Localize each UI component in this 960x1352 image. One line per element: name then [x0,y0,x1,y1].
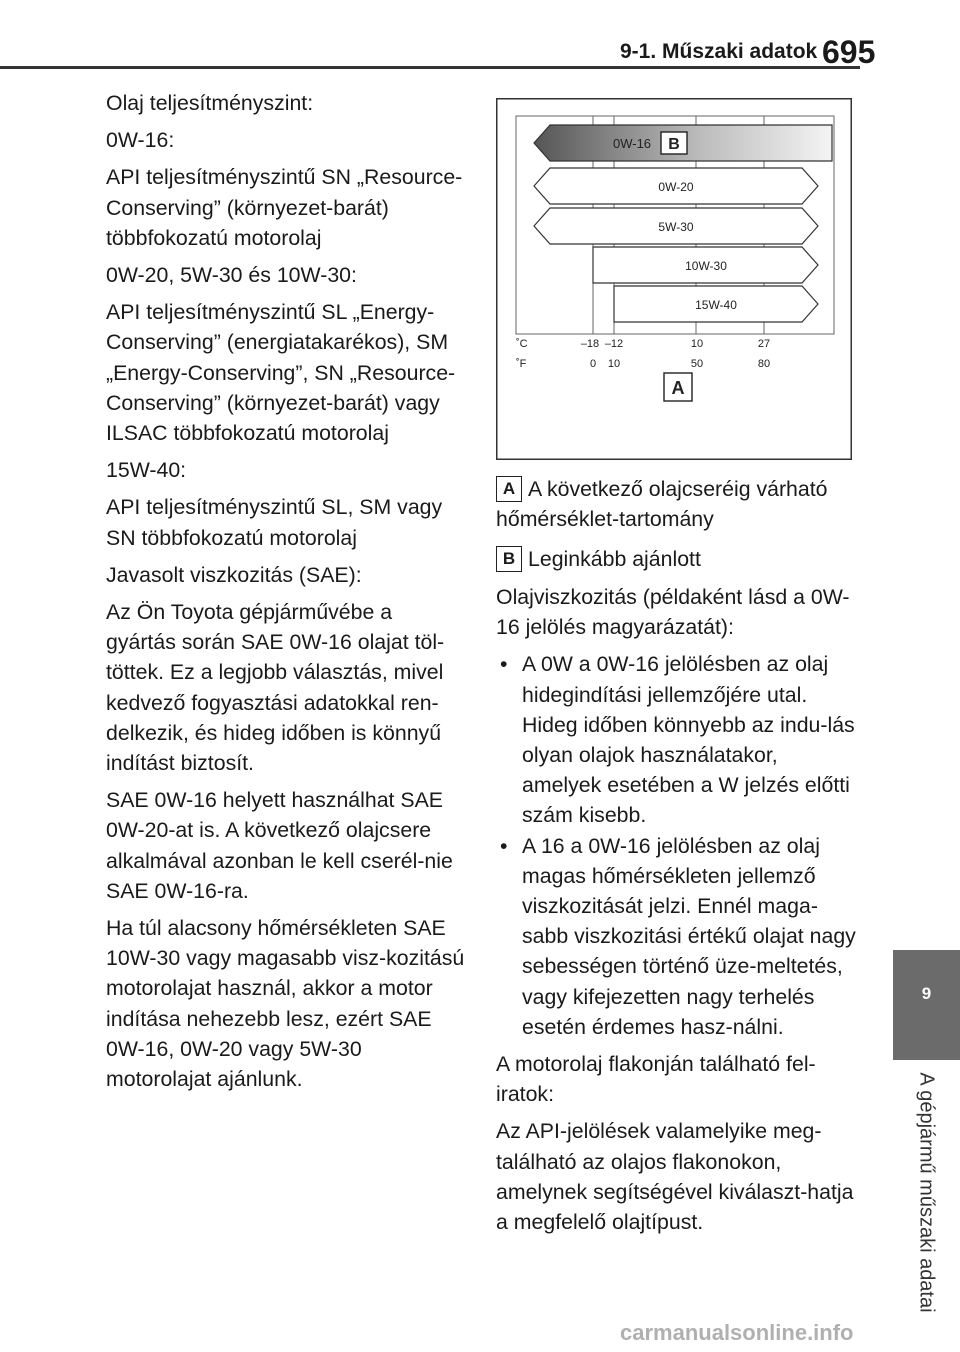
chapter-number: 9 [921,984,932,1003]
section-title: 9-1. Műszaki adatok [620,40,818,63]
paragraph: 0W-20, 5W-30 és 10W-30: [106,263,357,288]
band-0w-16 [534,125,832,161]
band-10w-30 [593,247,818,283]
legend-a-tag: A [496,476,522,502]
marker-b: B [668,136,680,153]
paragraph: SAE 0W-16 helyett használhat SAE 0W-20-at is. A következő olajcsere alkalmával azonban le kell cserél-nie SAE 0W-16-ra. [106,788,453,903]
page-number: 695 [822,34,876,70]
legend-b-text: Leginkább ajánlott [528,547,701,571]
chapter-title-vertical [893,1072,960,1312]
legend-a [496,474,856,534]
paragraph: Ha túl alacsony hőmérsékleten SAE 10W-30 vagy magasabb visz-kozitású motorolajat használ, akkor a motor indítása nehezebb lesz, ezért SAE 0W-16, 0W-20 vagy 5W-30 motorolajat ajánlunk. [106,916,465,1092]
band-label: 15W-40 [695,298,737,312]
paragraph: API teljesítményszintű SL, SM vagy SN többfokozatú motorolaj [106,495,443,550]
watermark: carmanualsonline.info [620,1320,854,1345]
band-0w-20 [534,168,818,204]
band-label: 5W-30 [658,220,694,234]
band-label: 10W-30 [685,259,727,273]
paragraph: 15W-40: [106,458,187,483]
paragraph: Olajviszkozitás (példaként lásd a 0W-16 jelölés magyarázatát): [496,585,850,640]
band-15w-40 [614,286,818,322]
legend-b [496,544,856,574]
chapter-title: A gépjármű műszaki adatai [916,1071,939,1313]
celsius-unit: ˚C [516,338,528,350]
paragraph: Az API-jelölések valamelyike meg-található az olajos flakonokon, amelynek segítségével kiválaszt-hatja a megfelelő olajtípust. [496,1119,854,1235]
paragraph: API teljesítményszintű SL „Energy-Conserving” (energiatakarékos), SM „Energy-Conserving”, SN „Resource-Conserving” (környezet-barát) vagy ILSAC többfokozatú motorolaj [106,300,456,446]
celsius-tick: 27 [757,338,771,350]
fahrenheit-tick: 80 [757,358,771,370]
paragraph: 0W-16: [106,128,175,153]
legend-a-text: A következő olajcseréig várható hőmérséklet-tartomány [496,477,828,532]
bullet-item: • A 0W a 0W-16 jelölésben az olaj hidegindítási jellemzőjére utal. Hideg időben könnyebb az indu-lás olyan olajok használatakor, amelyek esetében a W jelzés előtti szám kisebb. [496,649,856,830]
header-rule [0,66,860,69]
celsius-tick: –18 [580,338,600,350]
bullet-item: • A 16 a 0W-16 jelölésben az olaj magas hőmérsékleten jellemző viszkozitását jelzi. Ennél maga-sabb viszkozitási értékű olajat nagy sebességen történő üze-meltetés, vagy kifejezetten nagy terhelés esetén érdemes hasz-nálni. [496,831,856,1042]
celsius-tick: 10 [690,338,704,350]
band-5w-30 [534,208,818,244]
fahrenheit-unit: ˚F [516,358,527,370]
fahrenheit-tick: 0 [589,358,597,370]
marker-a: A [671,378,685,398]
celsius-tick: –12 [604,338,624,350]
fahrenheit-tick: 50 [690,358,704,370]
legend-b-tag: B [496,546,522,572]
band-label: 0W-20 [658,180,694,194]
paragraph: Javasolt viszkozitás (SAE): [106,562,362,587]
paragraph: Olaj teljesítményszint: [106,91,314,115]
paragraph: A motorolaj flakonján található fel-iratok: [496,1052,816,1107]
left-column [106,88,466,1101]
fahrenheit-tick: 10 [607,358,621,370]
paragraph: Az Ön Toyota gépjárművébe a gyártás során SAE 0W-16 olajat töl-töttek. Ez a legjobb választás, mivel kedvező fogyasztási adatokkal ren-delkezik, és hideg időben is könnyű indítást biztosít. [106,600,445,776]
band-label: 0W-16 [612,136,652,151]
bullet-list [496,649,856,1042]
right-column [496,582,856,1244]
paragraph: API teljesítményszintű SN „Resource-Conserving” (környezet-barát) többfokozatú motorolaj [106,165,463,250]
oil-viscosity-diagram [496,98,852,460]
chapter-tab [893,950,960,1060]
